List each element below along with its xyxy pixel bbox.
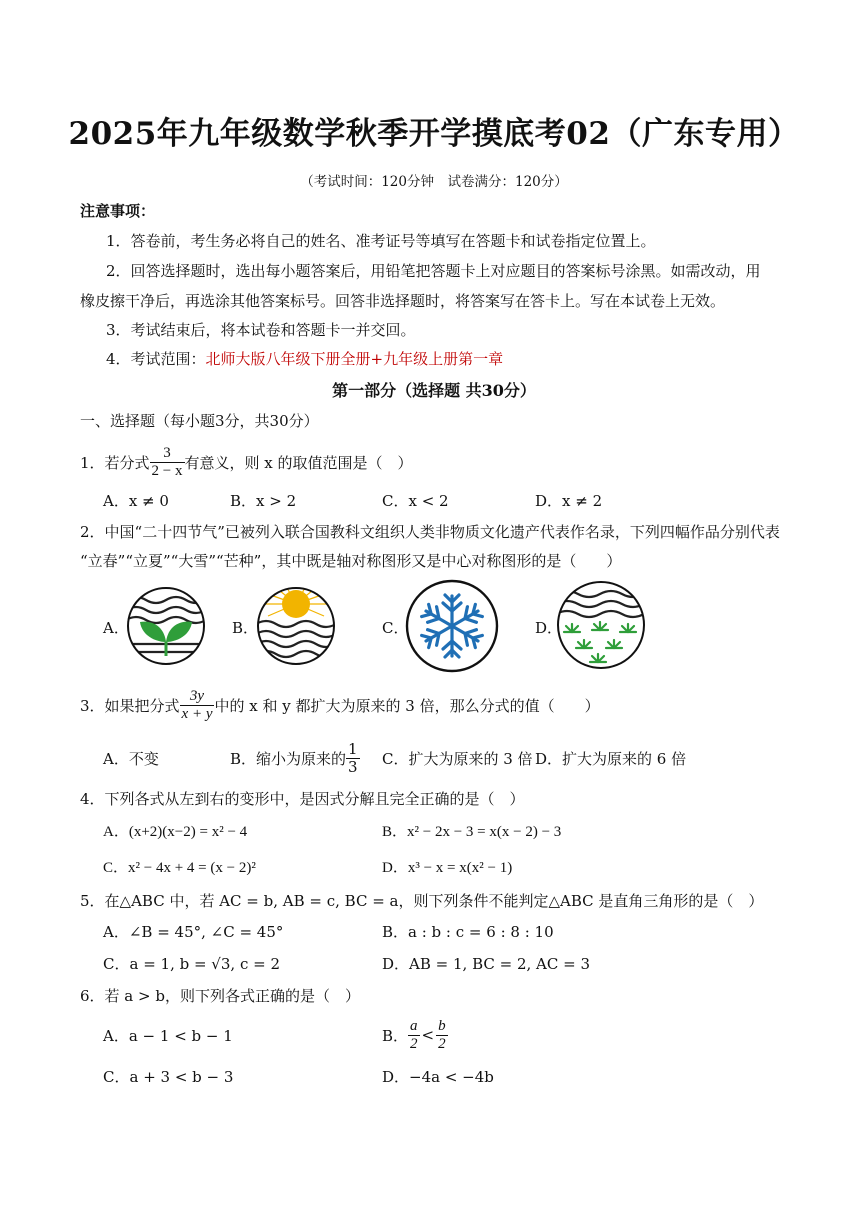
q4-option-c[interactable]: C．x² − 4x + 4 = (x − 2)² (103, 860, 256, 876)
snowflake-circle-icon[interactable] (404, 578, 500, 674)
sun-waves-circle-icon[interactable] (256, 586, 336, 666)
q2-option-c-label[interactable]: C． (382, 619, 409, 637)
q5-option-a[interactable]: A．∠B = 45°, ∠C = 45° (103, 923, 284, 941)
q4-option-a[interactable]: A．(x+2)(x−2) = x² − 4 (103, 824, 248, 840)
q3-option-b-fraction (346, 741, 360, 775)
q6-option-b-frac1 (408, 1018, 420, 1052)
q6-option-b-label: B． (382, 1026, 409, 1045)
q6-b-den2: 2 (438, 1035, 446, 1052)
question-5-stem: 5．在△ABC 中，若 AC = b, AB = c, BC = a，则下列条件不能判定△ABC 是直角三角形的是（ ） (80, 892, 764, 910)
note-item-4-prefix: 4．考试范围： (106, 350, 206, 368)
q4-option-b[interactable]: B．x² − 2x − 3 = x(x − 2) − 3 (382, 824, 562, 840)
note-item-2-line1: 2．回答选择题时，选出每小题答案后，用铅笔把答题卡上对应题目的答案标号涂黑。如需改动，用 (106, 262, 761, 280)
q3-option-a[interactable]: A．不变 (103, 750, 159, 768)
exam-title: 2025年九年级数学秋季开学摸底考02（广东专用） (68, 116, 800, 152)
q6-option-a[interactable]: A．a − 1 < b − 1 (103, 1027, 233, 1045)
q2-option-a-label[interactable]: A． (103, 619, 129, 637)
exam-subtitle: （考试时间：120分钟 试卷满分：120分） (300, 174, 568, 190)
q5-option-d[interactable]: D．AB = 1, BC = 2, AC = 3 (382, 955, 590, 973)
question-2-line1: 2．中国“二十四节气”已被列入联合国教科文组织人类非物质文化遗产代表作名录，下列四幅作品分别代表 (80, 523, 780, 541)
q3-option-c[interactable]: C．扩大为原来的 3 倍 (382, 750, 533, 768)
q6-option-c[interactable]: C．a + 3 < b − 3 (103, 1068, 234, 1086)
note-item-4 (106, 348, 503, 369)
q1-fraction-num: 3 (163, 445, 171, 461)
q4-option-d[interactable]: D．x³ − x = x(x² − 1) (382, 860, 513, 876)
question-6-stem: 6．若 a > b，则下列各式正确的是（ ） (80, 987, 360, 1005)
notes-heading: 注意事项： (80, 202, 156, 220)
q3-option-b-num: 1 (348, 740, 358, 758)
q1-option-a[interactable]: A．x ≠ 0 (103, 492, 169, 510)
q3-option-b-text: B．缩小为原来的 (230, 749, 347, 768)
q1-fraction-den: 2 − x (151, 462, 183, 479)
q2-option-d-label[interactable]: D． (535, 619, 563, 637)
note-item-1: 1．答卷前，考生务必将自己的姓名、准考证号等填写在答题卡和试卷指定位置上。 (106, 232, 656, 250)
q1-pre: 1．若分式 (80, 453, 150, 472)
q3-option-b[interactable] (230, 740, 360, 776)
question-3-stem (80, 683, 600, 727)
q6-b-den1: 2 (410, 1035, 418, 1052)
q6-b-relation: < (421, 1026, 435, 1044)
q2-option-b-label[interactable]: B． (232, 619, 259, 637)
q6-option-b-frac2 (436, 1018, 448, 1052)
q5-option-b[interactable]: B．a : b : c = 6 : 8 : 10 (382, 923, 554, 941)
q5-option-c[interactable]: C．a = 1, b = √3, c = 2 (103, 955, 280, 973)
q6-option-d[interactable]: D．−4a < −4b (382, 1068, 494, 1086)
note-item-2-line2: 橡皮擦干净后，再选涂其他答案标号。回答非选择题时，将答案写在答卡上。写在本试卷上无效。 (80, 292, 726, 310)
q6-b-num1: a (410, 1018, 418, 1034)
q3-fraction-den: x + y (181, 705, 213, 722)
grass-waves-circle-icon[interactable] (556, 580, 646, 670)
q6-option-b[interactable] (382, 1014, 448, 1056)
question-1-stem (80, 440, 413, 484)
q1-post: 有意义，则 x 的取值范围是（ ） (184, 453, 413, 472)
q1-option-d[interactable]: D．x ≠ 2 (535, 492, 603, 510)
note-item-3: 3．考试结束后，将本试卷和答题卡一并交回。 (106, 321, 416, 339)
q3-fraction-num: 3y (189, 688, 205, 704)
q6-b-num2: b (438, 1018, 446, 1034)
exam-scope: 北师大版八年级下册全册+九年级上册第一章 (205, 350, 504, 368)
q3-post: 中的 x 和 y 都扩大为原来的 3 倍，那么分式的值（ ） (214, 696, 600, 715)
q3-fraction (180, 688, 215, 722)
section1-heading: 一、选择题（每小题3分，共30分） (80, 412, 319, 430)
question-4-stem: 4．下列各式从左到右的变形中，是因式分解且完全正确的是（ ） (80, 790, 525, 808)
sprout-circle-icon[interactable] (126, 586, 206, 666)
q3-option-d[interactable]: D．扩大为原来的 6 倍 (535, 750, 687, 768)
question-2-line2: “立春”“立夏”“大雪”“芒种”，其中既是轴对称图形又是中心对称图形的是（ ） (80, 552, 622, 570)
q3-pre: 3．如果把分式 (80, 696, 180, 715)
part1-heading: 第一部分（选择题 共30分） (332, 381, 536, 400)
q1-option-c[interactable]: C．x < 2 (382, 492, 449, 510)
q1-option-b[interactable]: B．x > 2 (230, 492, 297, 510)
q3-option-b-den: 3 (348, 757, 358, 776)
q1-fraction (150, 445, 185, 479)
